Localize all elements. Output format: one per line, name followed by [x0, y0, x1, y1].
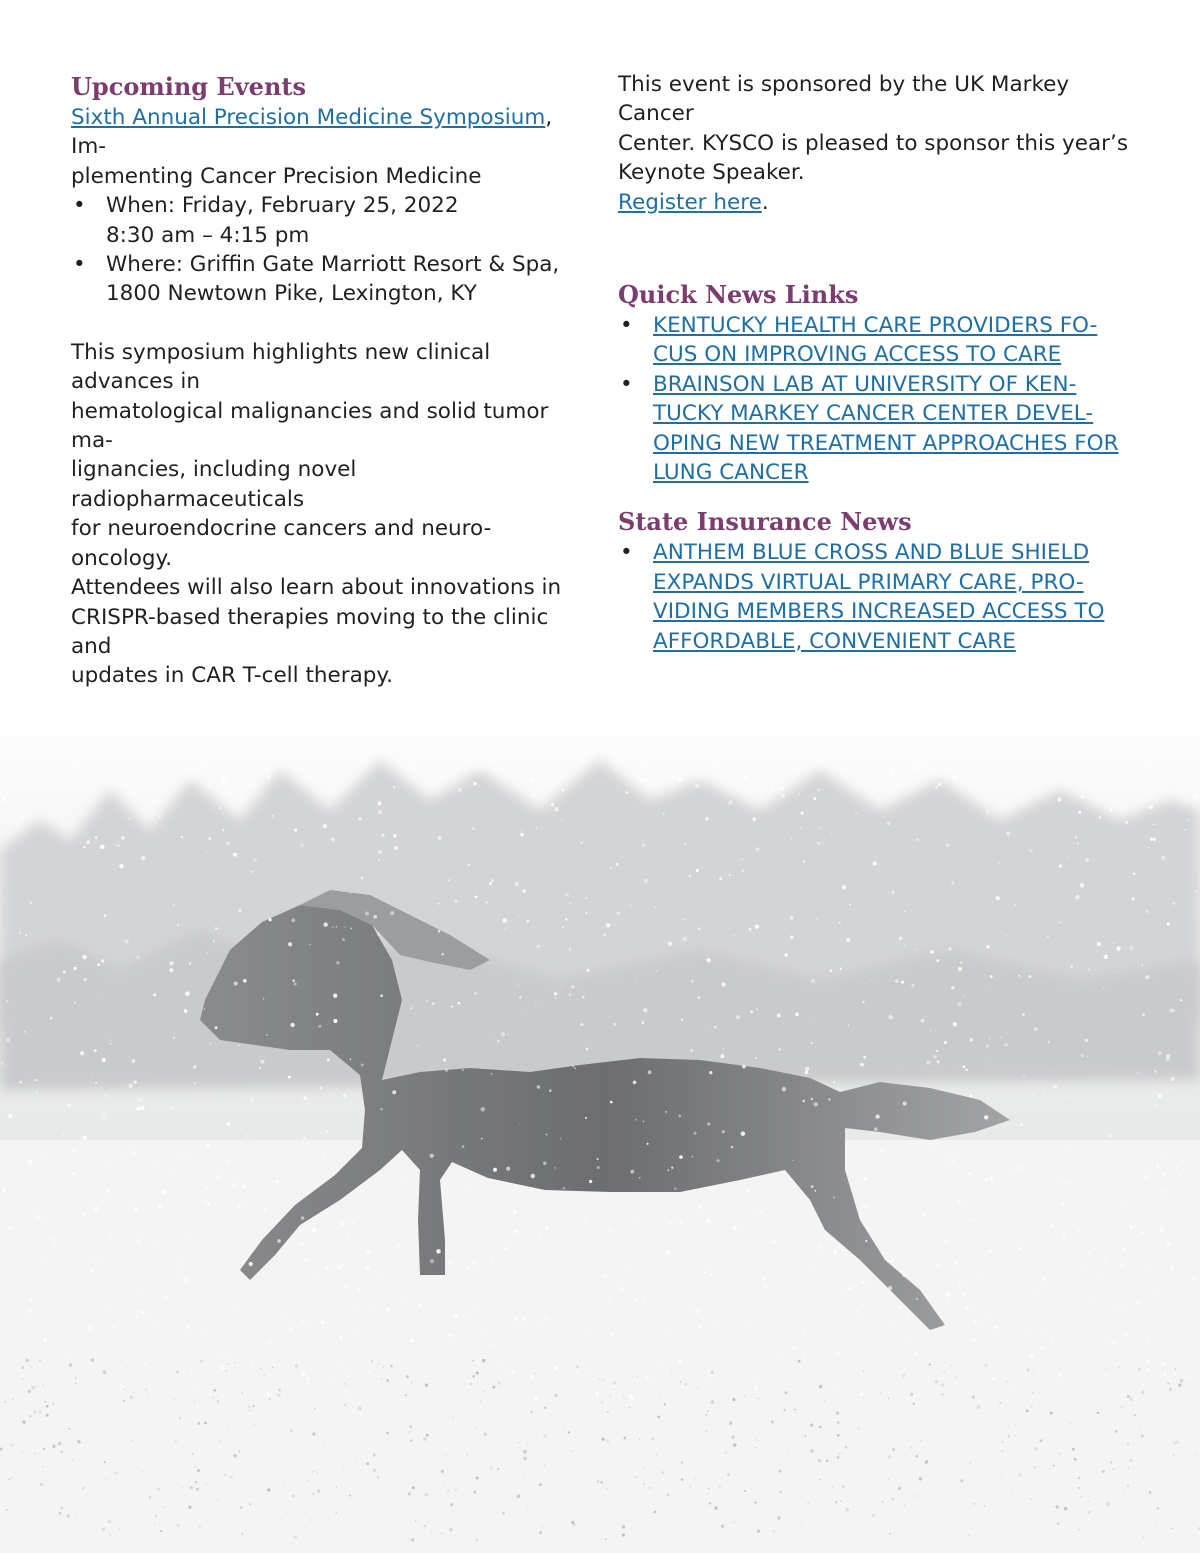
sponsor-line: Keynote Speaker. [618, 160, 805, 186]
event-details-list [71, 191, 583, 309]
state-insurance-heading: State Insurance News [618, 507, 912, 537]
register-link[interactable]: Register here [618, 189, 762, 215]
link-line: CUS ON IMPROVING ACCESS TO CARE [653, 342, 1062, 368]
state-news-list [618, 538, 1138, 656]
right-column [618, 70, 1138, 656]
horse-in-snow-illustration [0, 700, 1200, 1553]
register-tail: . [761, 189, 769, 215]
event-when-date: • When: Friday, February 25, 2022 [106, 193, 459, 219]
snow-ground [0, 1140, 1200, 1553]
description-line: This symposium highlights new clinical advances in [71, 339, 491, 395]
list-item [618, 370, 1138, 488]
event-when [71, 191, 583, 250]
symposium-link[interactable]: Sixth Annual Precision Medicine Symposium [71, 105, 546, 130]
description-line: lignancies, including novel radiopharmaceuticals [71, 457, 357, 512]
sponsor-line: This event is sponsored by the UK Markey Cancer [618, 72, 1070, 127]
link-line: • ANTHEM BLUE CROSS AND BLUE SHIELD [653, 540, 1090, 566]
description-line: Attendees will also learn about innovations in [71, 575, 562, 601]
description-line: for neuroendocrine cancers and neuro-oncology. [71, 516, 492, 571]
event-when-time: 8:30 am – 4:15 pm [106, 222, 310, 248]
event-title-tail: , Im- [71, 105, 553, 160]
description-line: updates in CAR T-cell therapy. [71, 663, 393, 689]
link-line: • KENTUCKY HEALTH CARE PROVIDERS FO- [653, 313, 1098, 339]
news-link-anthem[interactable] [653, 538, 1138, 656]
event-where-address: 1800 Newtown Pike, Lexington, KY [106, 281, 477, 307]
register-line [618, 188, 1138, 217]
quick-news-heading: Quick News Links [618, 280, 859, 310]
link-line: LUNG CANCER [653, 460, 809, 486]
sponsor-line: Center. KYSCO is pleased to sponsor this year’s [618, 130, 1129, 156]
description-line: CRISPR-based therapies moving to the clinic and [71, 604, 549, 659]
link-line: OPING NEW TREATMENT APPROACHES FOR [653, 430, 1119, 456]
quick-news-list [618, 311, 1138, 487]
event-title-line-2: plementing Cancer Precision Medicine [71, 163, 482, 189]
link-line: EXPANDS VIRTUAL PRIMARY CARE, PRO- [653, 569, 1084, 595]
list-item [618, 311, 1138, 370]
link-line: AFFORDABLE, CONVENIENT CARE [653, 628, 1016, 654]
link-line: • BRAINSON LAB AT UNIVERSITY OF KEN- [653, 371, 1077, 397]
event-title-line [71, 103, 583, 162]
link-line: VIDING MEMBERS INCREASED ACCESS TO [653, 599, 1105, 625]
news-link-kentucky-providers[interactable] [653, 311, 1138, 370]
symposium-description [71, 338, 583, 691]
list-item [618, 538, 1138, 656]
sponsor-text [618, 70, 1138, 217]
event-where [71, 250, 583, 309]
news-link-brainson-lab[interactable] [653, 370, 1138, 488]
event-where-venue: • Where: Griffin Gate Marriott Resort & Spa, [106, 252, 560, 278]
upcoming-events-heading: Upcoming Events [71, 72, 306, 101]
link-line: TUCKY MARKEY CANCER CENTER DEVEL- [653, 401, 1094, 427]
description-line: hematological malignancies and solid tumor ma- [71, 398, 549, 454]
